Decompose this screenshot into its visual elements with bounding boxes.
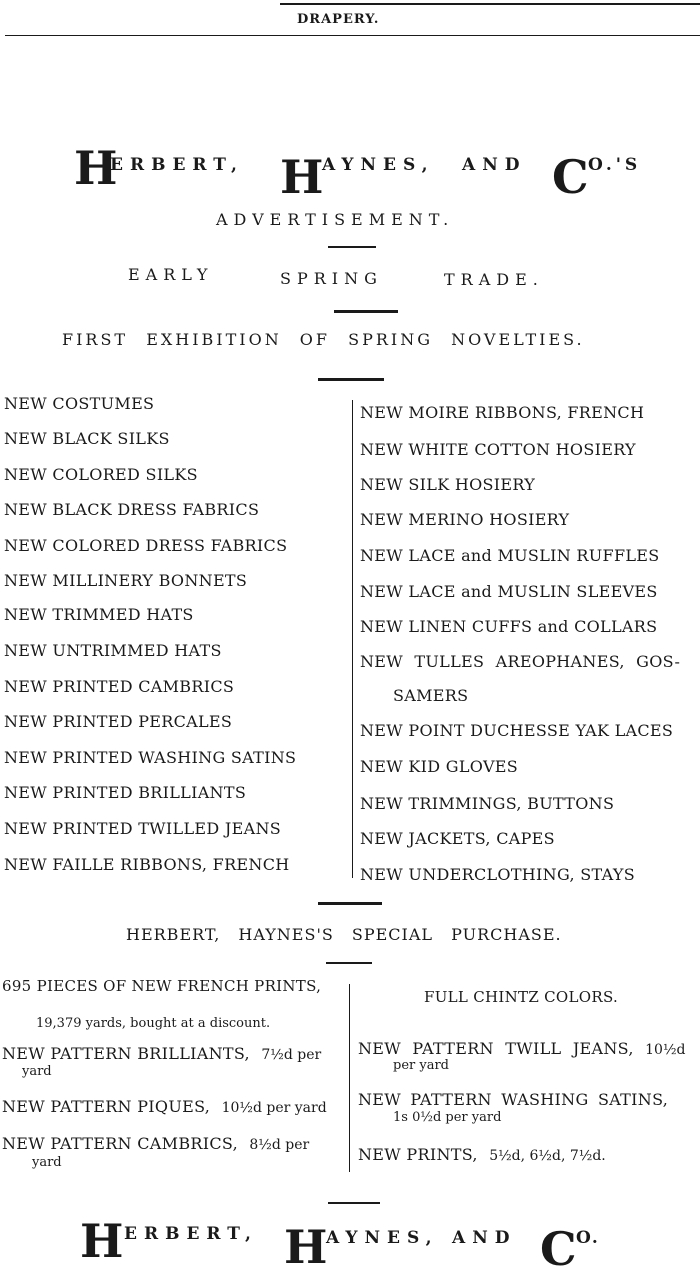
rule-2 [334,310,398,313]
prints-item [358,1145,606,1164]
trade-early: EARLY [128,265,214,284]
exhibition-heading: FIRST EXHIBITION OF SPRING NOVELTIES. [62,330,585,349]
novelty-item: NEW PRINTED CAMBRICS [4,677,235,696]
novelty-item: NEW UNTRIMMED HATS [4,641,222,660]
advertisement-heading: ADVERTISEMENT. [216,210,455,229]
jeans-cont: per yard [393,1058,449,1073]
piques-price: 10½d per yard [221,1100,327,1116]
novelty-item: NEW MERINO HOSIERY [360,510,570,529]
trade-trade: TRADE. [444,270,544,289]
novelty-item: NEW MILLINERY BONNETS [4,571,248,590]
header-top-rule [280,3,700,5]
novelty-item: NEW LINEN CUFFS and COLLARS [360,617,658,636]
rule-5 [326,962,372,964]
rule-6 [328,1202,380,1204]
brilliants-cont: yard [22,1064,52,1079]
rule-4 [318,902,382,905]
novelty-item: NEW PRINTED WASHING SATINS [4,748,297,767]
piques-item [2,1097,327,1116]
novelty-item: NEW POINT DUCHESSE YAK LACES [360,721,674,740]
special-purchase-heading: HERBERT, HAYNES'S SPECIAL PURCHASE. [126,925,562,944]
novelty-item: NEW LACE and MUSLIN SLEEVES [360,582,658,601]
title-c: C [552,150,589,204]
trade-spring: SPRING [280,269,383,288]
novelty-item: NEW UNDERCLOTHING, STAYS [360,865,635,884]
rule-3 [318,378,384,381]
special-divider [349,984,350,1172]
novelty-item: NEW TRIMMINGS, BUTTONS [360,794,615,813]
novelty-item: NEW JACKETS, CAPES [360,829,555,848]
novelty-item: NEW LACE and MUSLIN RUFFLES [360,546,660,565]
title-co: O.'S [588,155,642,175]
title-haynes: AYNES, [322,155,435,175]
footer-co: O. [576,1228,600,1248]
cambrics-item [2,1134,309,1153]
footer-herbert: ERBERT, [124,1224,258,1244]
section-heading: DRAPERY. [297,12,380,27]
prints-label: NEW PRINTS, [358,1145,478,1164]
cambrics-cont: yard [32,1155,62,1170]
chintz-heading: FULL CHINTZ COLORS. [424,988,619,1006]
novelty-item: NEW FAILLE RIBBONS, FRENCH [4,855,290,874]
title-herbert: ERBERT, [110,155,244,175]
novelty-item: NEW WHITE COTTON HOSIERY [360,440,636,459]
jeans-label: NEW PATTERN TWILL JEANS, [358,1039,634,1058]
novelty-item: NEW COLORED DRESS FABRICS [4,536,288,555]
rule-1 [328,246,376,248]
novelty-item: NEW KID GLOVES [360,757,519,776]
novelty-item: NEW BLACK DRESS FABRICS [4,500,260,519]
brilliants-price: 7½d per [261,1047,322,1063]
footer-c: C [540,1222,577,1276]
novelty-item: NEW COSTUMES [4,394,155,413]
prints-lot: 695 PIECES OF NEW FRENCH PRINTS, [2,977,322,995]
footer-and: AND [452,1228,517,1248]
title-h1: H [74,141,118,195]
cambrics-label: NEW PATTERN CAMBRICS, [2,1134,238,1153]
footer-h2: H [284,1220,328,1274]
firm-title [0,138,700,204]
footer-h1: H [80,1214,124,1268]
trade-line [0,265,700,289]
jeans-price: 10½d [645,1042,686,1058]
brilliants-item [2,1044,321,1063]
cambrics-price: 8½d per [249,1137,310,1153]
novelty-item: NEW COLORED SILKS [4,465,198,484]
satins-cont: 1s 0½d per yard [393,1110,502,1125]
novelty-item: NEW BLACK SILKS [4,429,170,448]
title-and: AND [462,155,527,175]
novelty-item: NEW PRINTED PERCALES [4,712,233,731]
satins-item: NEW PATTERN WASHING SATINS, [358,1090,669,1109]
jeans-item [358,1039,686,1058]
title-h2: H [280,150,324,204]
header-rule [5,35,700,36]
prints-lot-detail: 19,379 yards, bought at a discount. [36,1016,271,1031]
footer-firm-name [0,1214,700,1276]
novelty-item: NEW SILK HOSIERY [360,475,536,494]
footer-haynes: AYNES, [326,1228,439,1248]
novelty-item: NEW TULLES AREOPHANES, GOS- [360,652,681,671]
column-divider [352,400,353,878]
novelty-item: NEW PRINTED TWILLED JEANS [4,819,281,838]
piques-label: NEW PATTERN PIQUES, [2,1097,211,1116]
novelty-item-continued: SAMERS [393,686,469,705]
prints-price: 5½d, 6½d, 7½d. [489,1148,606,1164]
novelty-item: NEW TRIMMED HATS [4,605,194,624]
brilliants-label: NEW PATTERN BRILLIANTS, [2,1044,250,1063]
novelty-item: NEW MOIRE RIBBONS, FRENCH [360,403,645,422]
novelty-item: NEW PRINTED BRILLIANTS [4,783,247,802]
